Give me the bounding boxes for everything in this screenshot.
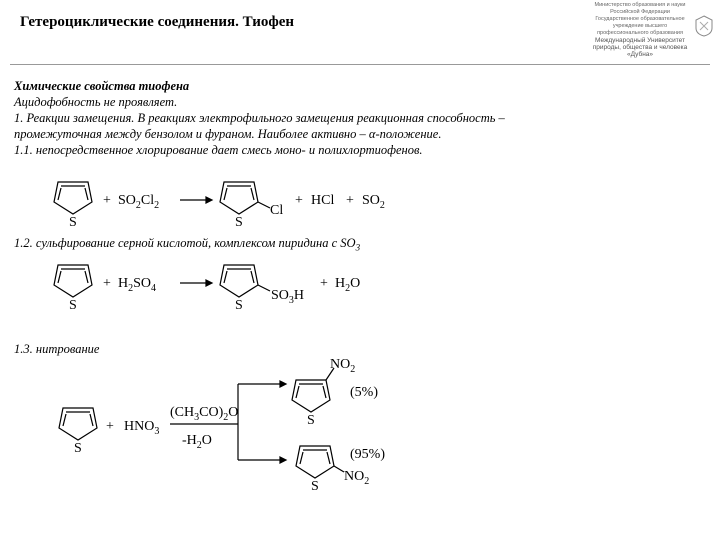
header-divider xyxy=(10,64,710,65)
thiophene-ring xyxy=(59,408,97,440)
hetero-atom: S xyxy=(69,298,77,313)
thiophene-ring xyxy=(296,446,344,478)
hetero-atom: S xyxy=(235,298,243,313)
byproduct: HCl xyxy=(311,193,335,208)
text-line: промежуточная между бензолом и фураном. Наиболее активно – α-положение. xyxy=(14,127,442,141)
reaction-chlorination xyxy=(0,170,720,230)
reaction-nitration xyxy=(0,350,720,540)
thiophene-ring xyxy=(292,368,334,412)
text-line: 1.1. непосредственное хлорирование дает смесь моно- и полихлортиофенов. xyxy=(14,143,423,157)
reaction-sulfonation xyxy=(0,255,720,315)
section-nitration: 1.3. нитрование xyxy=(14,342,100,356)
substituent: $NO_2$ xyxy=(344,469,370,487)
logo-line: учреждение высшего xyxy=(612,23,668,29)
slide-title: Гетероциклические соединения. Тиофен xyxy=(20,14,295,30)
reagent: $SO_2Cl_2$ xyxy=(118,193,160,211)
substituent: Cl xyxy=(270,203,284,218)
hetero-atom: S xyxy=(74,441,82,456)
yield-label: (5%) xyxy=(350,385,378,400)
logo-line: Российской Федерации xyxy=(610,9,670,15)
thiophene-ring xyxy=(54,265,92,297)
text-line: Ацидофобность не проявляет. xyxy=(14,95,178,109)
reaction-arrow xyxy=(180,280,212,286)
logo-line: «Дубна» xyxy=(626,51,654,58)
byproduct: $H_2O$ xyxy=(335,276,361,294)
plus-sign: + xyxy=(320,276,328,291)
yield-label: (95%) xyxy=(350,447,385,462)
thiophene-ring xyxy=(220,265,270,297)
text-line: 1. Реакции замещения. В реакциях электрофильного замещения реакционная способность – xyxy=(14,111,505,125)
plus-sign: + xyxy=(106,419,114,434)
logo-line: профессионального образования xyxy=(597,30,683,36)
logo-emblem-icon xyxy=(694,14,714,38)
section-sulfonation: 1.2. сульфирование серной кислотой, комплексом пиридина с $SO_3$ xyxy=(14,236,361,253)
reagent: $HNO_3$ xyxy=(124,419,160,437)
logo-line: Государственное образовательное xyxy=(595,16,685,22)
plus-sign: + xyxy=(103,276,111,291)
substituent: $SO_3H$ xyxy=(271,288,305,306)
hetero-atom: S xyxy=(311,479,319,494)
logo-line: Международный Университет xyxy=(594,37,686,44)
hetero-atom: S xyxy=(307,413,315,428)
byproduct: $SO_2$ xyxy=(362,193,385,211)
plus-sign: + xyxy=(295,193,303,208)
substituent: $NO_2$ xyxy=(330,357,356,375)
thiophene-ring xyxy=(54,182,92,214)
reaction-conditions-bottom: $-H_2O$ xyxy=(182,433,212,451)
content-text xyxy=(14,78,704,158)
hetero-atom: S xyxy=(235,215,243,230)
section-heading: Химические свойства тиофена xyxy=(14,79,190,93)
plus-sign: + xyxy=(103,193,111,208)
plus-sign: + xyxy=(346,193,354,208)
reagent: $H_2SO_4$ xyxy=(118,276,157,294)
hetero-atom: S xyxy=(69,215,77,230)
logo-line: природы, общества и человека xyxy=(592,44,688,51)
thiophene-ring xyxy=(220,182,270,214)
university-logo xyxy=(580,2,700,64)
reaction-arrow xyxy=(180,197,212,203)
reaction-conditions-top: $(CH_3CO)_2O$ xyxy=(170,405,239,423)
logo-line: Министерство образования и науки xyxy=(594,2,686,8)
